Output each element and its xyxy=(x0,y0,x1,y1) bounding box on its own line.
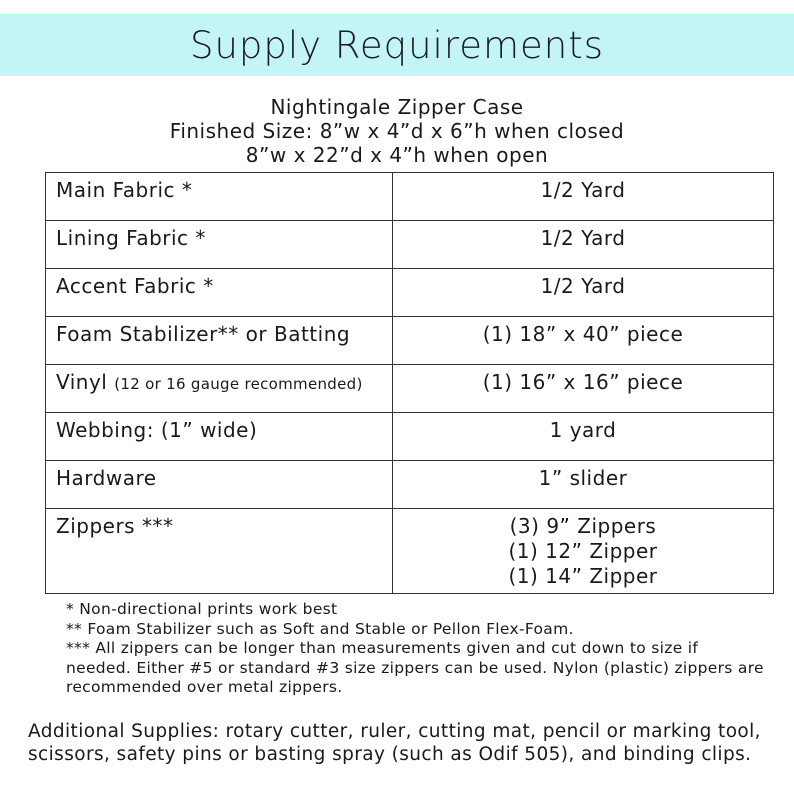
supply-quantity: (1) 12” Zipper xyxy=(508,539,658,563)
project-name: Nightingale Zipper Case xyxy=(270,95,524,119)
table-row xyxy=(46,269,774,317)
supply-item: Main Fabric * xyxy=(46,173,393,221)
supply-item: Vinyl xyxy=(56,370,108,394)
table-row xyxy=(46,413,774,461)
additional-supplies: Additional Supplies: rotary cutter, ruler, cutting mat, pencil or marking tool, scissors, safety pins or basting spray (such as Odif 505), and binding clips. xyxy=(28,721,761,765)
footnote: *** All zippers can be longer than measurements given and cut down to size if needed. Either #5 or standard #3 size zippers can be used. Nylon (plastic) zippers are recommended over metal zippers. xyxy=(66,639,764,696)
supply-quantity: (1) 14” Zipper xyxy=(508,564,658,588)
table-row xyxy=(46,365,774,413)
table-row xyxy=(46,317,774,365)
table-row xyxy=(46,173,774,221)
finished-size-closed: Finished Size: 8”w x 4”d x 6”h when closed xyxy=(169,119,625,143)
supply-quantity: 1” slider xyxy=(393,461,774,509)
footnote: * Non-directional prints work best xyxy=(66,600,338,618)
footnotes xyxy=(66,600,766,698)
project-info xyxy=(0,95,794,167)
supply-quantity-cell xyxy=(393,509,774,594)
supply-quantity: 1/2 Yard xyxy=(393,173,774,221)
supply-quantity: 1/2 Yard xyxy=(393,221,774,269)
supply-quantity: (3) 9” Zippers xyxy=(509,514,657,538)
table-row xyxy=(46,461,774,509)
supply-item-cell xyxy=(46,365,393,413)
table-row xyxy=(46,509,774,594)
supply-item: Accent Fabric * xyxy=(46,269,393,317)
supply-item: Webbing: (1” wide) xyxy=(46,413,393,461)
supply-item: Lining Fabric * xyxy=(46,221,393,269)
supply-item-note: (12 or 16 gauge recommended) xyxy=(114,375,363,393)
footnote: ** Foam Stabilizer such as Soft and Stable or Pellon Flex-Foam. xyxy=(66,619,574,638)
finished-size-open: 8”w x 22”d x 4”h when open xyxy=(245,143,549,167)
supply-table xyxy=(45,172,774,594)
supply-item: Foam Stabilizer** or Batting xyxy=(46,317,393,365)
supply-item: Hardware xyxy=(46,461,393,509)
page-title: Supply Requirements xyxy=(189,23,605,67)
supply-quantity: 1/2 Yard xyxy=(393,269,774,317)
title-banner xyxy=(0,14,794,76)
supply-item: Zippers *** xyxy=(46,509,393,594)
supply-quantity: (1) 18” x 40” piece xyxy=(393,317,774,365)
supply-quantity: (1) 16” x 16” piece xyxy=(393,365,774,413)
table-row xyxy=(46,221,774,269)
supply-quantity: 1 yard xyxy=(393,413,774,461)
